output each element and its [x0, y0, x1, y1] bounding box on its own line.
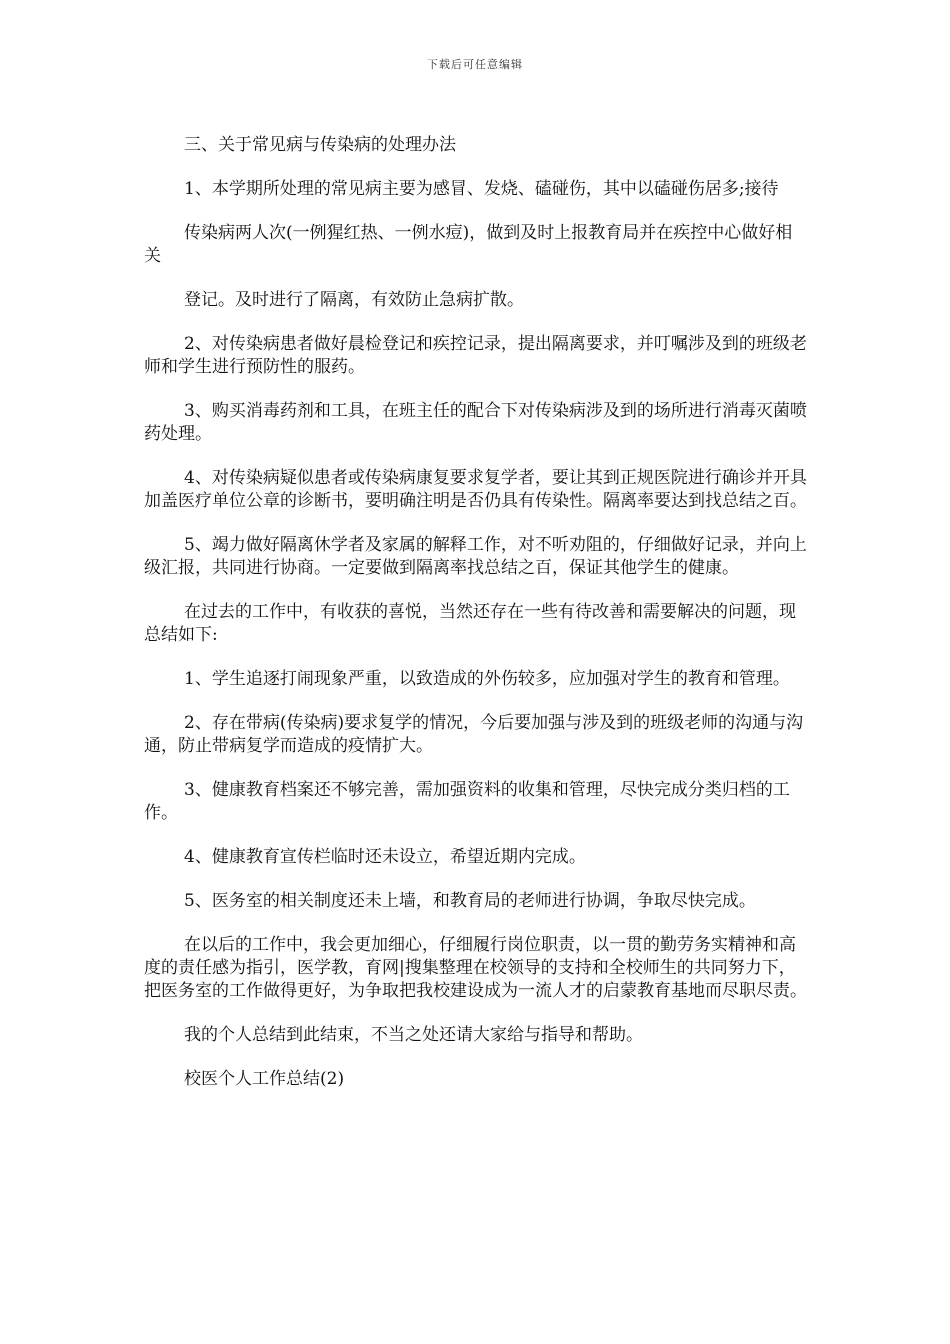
- paragraph: 登记。及时进行了隔离，有效防止急病扩散。: [184, 290, 524, 310]
- section-heading: 三、关于常见病与传染病的处理办法: [184, 135, 456, 155]
- document-body: [144, 134, 808, 1112]
- paragraph: 5、竭力做好隔离休学者及家属的解释工作，对不听劝阻的，仔细做好记录，并向上级汇报，共同进行协商。一定要做到隔离率找总结之百，保证其他学生的健康。: [144, 535, 807, 578]
- paragraph: 传染病两人次(一例猩红热、一例水痘)，做到及时上报教育局并在疾控中心做好相关: [144, 223, 793, 266]
- paragraph: 3、健康教育档案还不够完善，需加强资料的收集和管理，尽快完成分类归档的工作。: [144, 780, 790, 823]
- paragraph: 2、存在带病(传染病)要求复学的情况，今后要加强与涉及到的班级老师的沟通与沟通，防止带病复学而造成的疫情扩大。: [144, 713, 804, 756]
- paragraph: 4、健康教育宣传栏临时还未设立，希望近期内完成。: [184, 847, 586, 867]
- paragraph: 在以后的工作中，我会更加细心，仔细履行岗位职责，以一贯的勤劳务实精神和高度的责任感为指引，医学教，育网|搜集整理在校领导的支持和全校师生的共同努力下，把医务室的工作做得更好，为争取把我校建设成为一流人才的启蒙教育基地而尽职尽责。: [144, 935, 807, 1001]
- paragraph: 5、医务室的相关制度还未上墙，和教育局的老师进行协调，争取尽快完成。: [184, 891, 756, 911]
- paragraph: 我的个人总结到此结束，不当之处还请大家给与指导和帮助。: [184, 1025, 643, 1045]
- paragraph: 4、对传染病疑似患者或传染病康复要求复学者，要让其到正规医院进行确诊并开具加盖医疗单位公章的诊断书，要明确注明是否仍具有传染性。隔离率要达到找总结之百。: [144, 468, 807, 511]
- paragraph: 2、对传染病患者做好晨检登记和疾控记录，提出隔离要求，并叮嘱涉及到的班级老师和学生进行预防性的服药。: [144, 334, 807, 377]
- paragraph: 3、购买消毒药剂和工具，在班主任的配合下对传染病涉及到的场所进行消毒灭菌喷药处理。: [144, 401, 807, 444]
- paragraph: 1、本学期所处理的常见病主要为感冒、发烧、磕碰伤，其中以磕碰伤居多;接待: [184, 179, 779, 199]
- paragraph: 在过去的工作中，有收获的喜悦，当然还存在一些有待改善和需要解决的问题，现总结如下:: [144, 602, 796, 645]
- header-note: 下载后可任意编辑: [427, 58, 523, 71]
- next-section-title: 校医个人工作总结(2): [184, 1069, 345, 1089]
- paragraph: 1、学生追逐打闹现象严重，以致造成的外伤较多，应加强对学生的教育和管理。: [184, 669, 790, 689]
